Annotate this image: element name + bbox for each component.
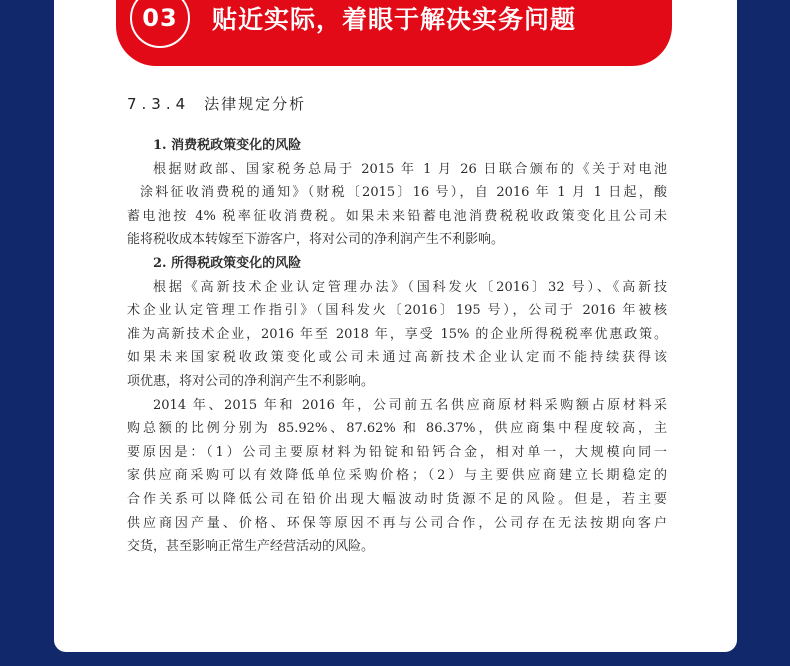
text-line: 交货，甚至影响正常生产经营活动的风险。: [127, 539, 375, 555]
text-line: 涂料征收消费税的通知》（财税〔2015〕16 号），自 2016 年 1 月 1 日起，酸: [140, 185, 667, 201]
subheading-income-tax: 2. 所得税政策变化的风险: [153, 255, 302, 271]
banner-title: 贴近实际，着眼于解决实务问题: [212, 5, 577, 34]
text-line: 项优惠，将对公司的净利润产生不利影响。: [127, 373, 375, 389]
text-line: 如果未来国家税收政策变化或公司未通过高新技术企业认定而不能持续获得该: [127, 350, 667, 366]
text-line: 根据财政部、国家税务总局于 2015 年 1 月 26 日联合颁布的《关于对电池: [153, 161, 667, 177]
text-line: 术企业认定管理工作指引》（国科发火〔2016〕195 号），公司于 2016 年被核: [127, 303, 667, 319]
text-line: 蓄电池按 4% 税率征收消费税。如果未来铅蓄电池消费税税收政策变化且公司未: [127, 208, 667, 224]
text-line: 能将税收成本转嫁至下游客户，将对公司的净利润产生不利影响。: [127, 232, 505, 248]
text-line: 合作关系可以降低公司在铅价出现大幅波动时货源不足的风险。但是，若主要: [127, 491, 667, 507]
section-title: 法律规定分析: [204, 95, 307, 113]
text-line: 家供应商采购可以有效降低单位采购价格；（2）与主要供应商建立长期稳定的: [127, 468, 667, 484]
section-heading: [127, 93, 306, 114]
text-line: 要原因是：（1）公司主要原材料为铅锭和铅钙合金，相对单一，大规模向同一: [127, 444, 667, 460]
text-line: 2014 年、2015 年和 2016 年，公司前五名供应商原材料采购额占原材料采: [153, 397, 667, 413]
paragraph-supplier-concentration: [127, 394, 667, 559]
paragraph-income-tax: [127, 276, 667, 394]
text-line: 购总额的比例分别为 85.92%、87.62% 和 86.37%，供应商集中程度较高，主: [127, 421, 667, 437]
chapter-number-badge: 03: [130, 0, 190, 48]
section-number: 7.3.4: [127, 95, 191, 113]
text-line: 供应商因产量、价格、环保等原因不再与公司合作，公司存在无法按期向客户: [127, 515, 667, 531]
text-line: 根据《高新技术企业认定管理办法》（国科发火〔2016〕32 号）、《高新技: [153, 279, 667, 295]
paragraph-consumption-tax: [127, 158, 667, 252]
subheading-consumption-tax: 1. 消费税政策变化的风险: [153, 138, 302, 153]
document-body: [127, 134, 667, 559]
text-line: 准为高新技术企业，2016 年至 2018 年，享受 15% 的企业所得税税率优惠政策。: [127, 326, 667, 342]
